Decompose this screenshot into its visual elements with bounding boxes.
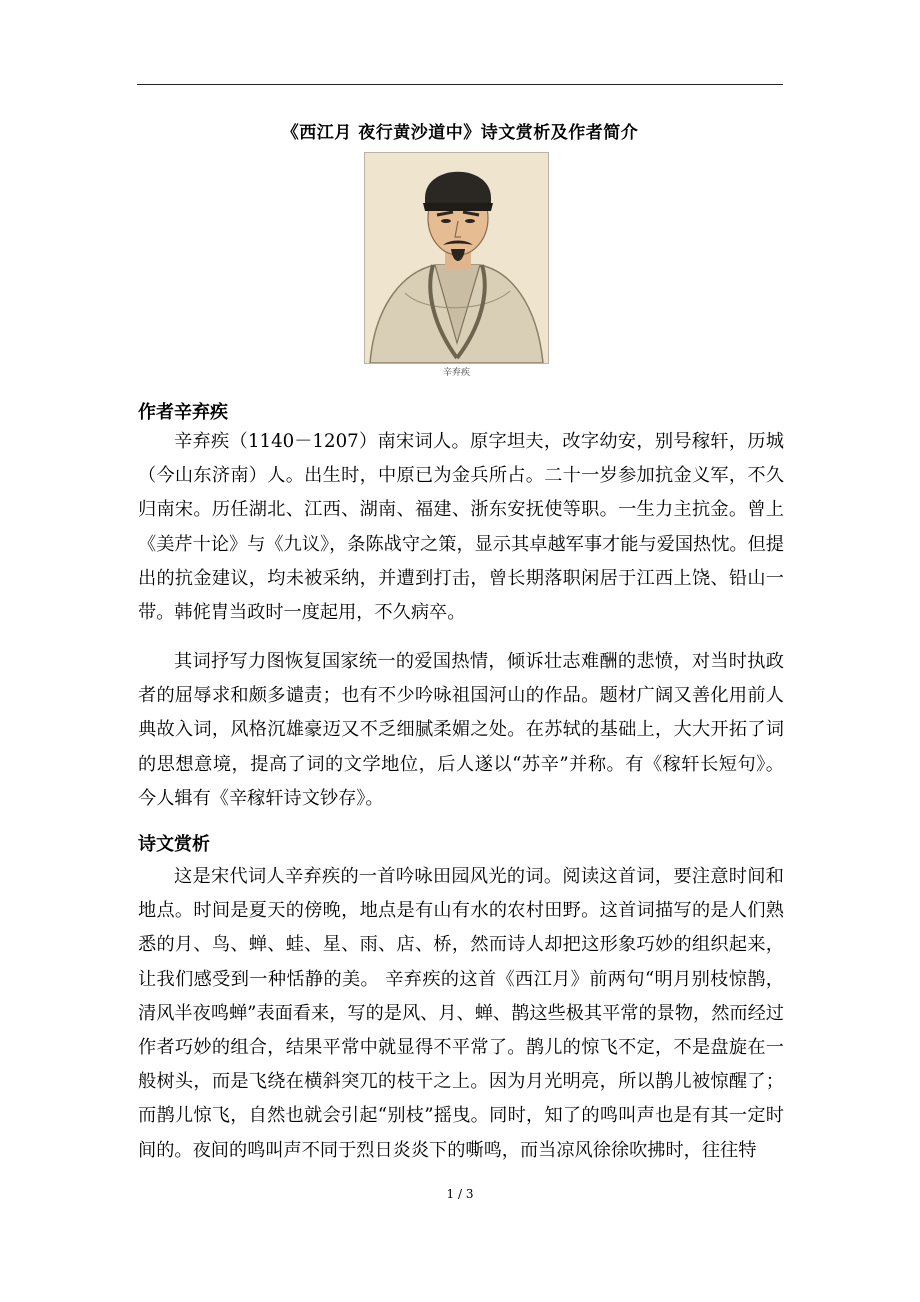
analysis-paragraph-1: 这是宋代词人辛弃疾的一首吟咏田园风光的词。阅读这首词，要注意时间和地点。时间是夏天的傍晚，地点是有山有水的农村田野。这首词描写的是人们熟悉的月、鸟、蝉、蛙、星、雨、店、桥，然而诗人却把这形象巧妙的组织起来，让我们感受到一种恬静的美。 辛弃疾的这首《西江月》前两句“明月别枝惊鹊，清风半夜鸣蝉”表面看来，写的是风、月、蝉、鹊这些极其平常的景物，然而经过作者巧妙的组合，结果平常中就显得不平常了。鹊儿的惊飞不定，不是盘旋在一般树头，而是飞绕在横斜突兀的枝干之上。因为月光明亮，所以鹊儿被惊醒了；而鹊儿惊飞，自然也就会引起“别枝”摇曳。同时，知了的鸣叫声也是有其一定时间的。夜间的鸣叫声不同于烈日炎炎下的嘶鸣，而当凉风徐徐吹拂时，往往特: [138, 866, 784, 1161]
author-paragraph-1: 辛弃疾（1140－1207）南宋词人。原字坦夫，改字幼安，别号稼轩，历城（今山东济南）人。出生时，中原已为金兵所占。二十一岁参加抗金义军，不久归南宋。历任湖北、江西、湖南、福建、浙东安抚使等职。一生力主抗金。曾上《美芹十论》与《九议》，条陈战守之策，显示其卓越军事才能与爱国热忱。但提出的抗金建议，均未被采纳，并遭到打击，曾长期落职闲居于江西上饶、铅山一带。韩侂胄当政时一度起用，不久病卒。: [138, 431, 784, 624]
header-rule: [137, 84, 783, 85]
section-heading-analysis: 诗文赏析: [138, 834, 210, 855]
author-paragraph-2: 其词抒写力图恢复国家统一的爱国热情，倾诉壮志难酬的悲愤，对当时执政者的屈辱求和颇多谴责；也有不少吟咏祖国河山的作品。题材广阔又善化用前人典故入词，风格沉雄豪迈又不乏细腻柔媚之处。在苏轼的基础上，大大开拓了词的思想意境，提高了词的文学地位，后人遂以“苏辛”并称。有《稼轩长短句》。今人辑有《辛稼轩诗文钞存》。: [138, 651, 784, 809]
document-title: 《西江月 夜行黄沙道中》诗文赏析及作者简介: [281, 123, 639, 143]
portrait-image: [364, 152, 549, 364]
page-number: 1 / 3: [446, 1187, 474, 1201]
portrait-caption: 辛弃疾: [442, 368, 470, 378]
section-heading-author: 作者辛弃疾: [138, 402, 228, 423]
